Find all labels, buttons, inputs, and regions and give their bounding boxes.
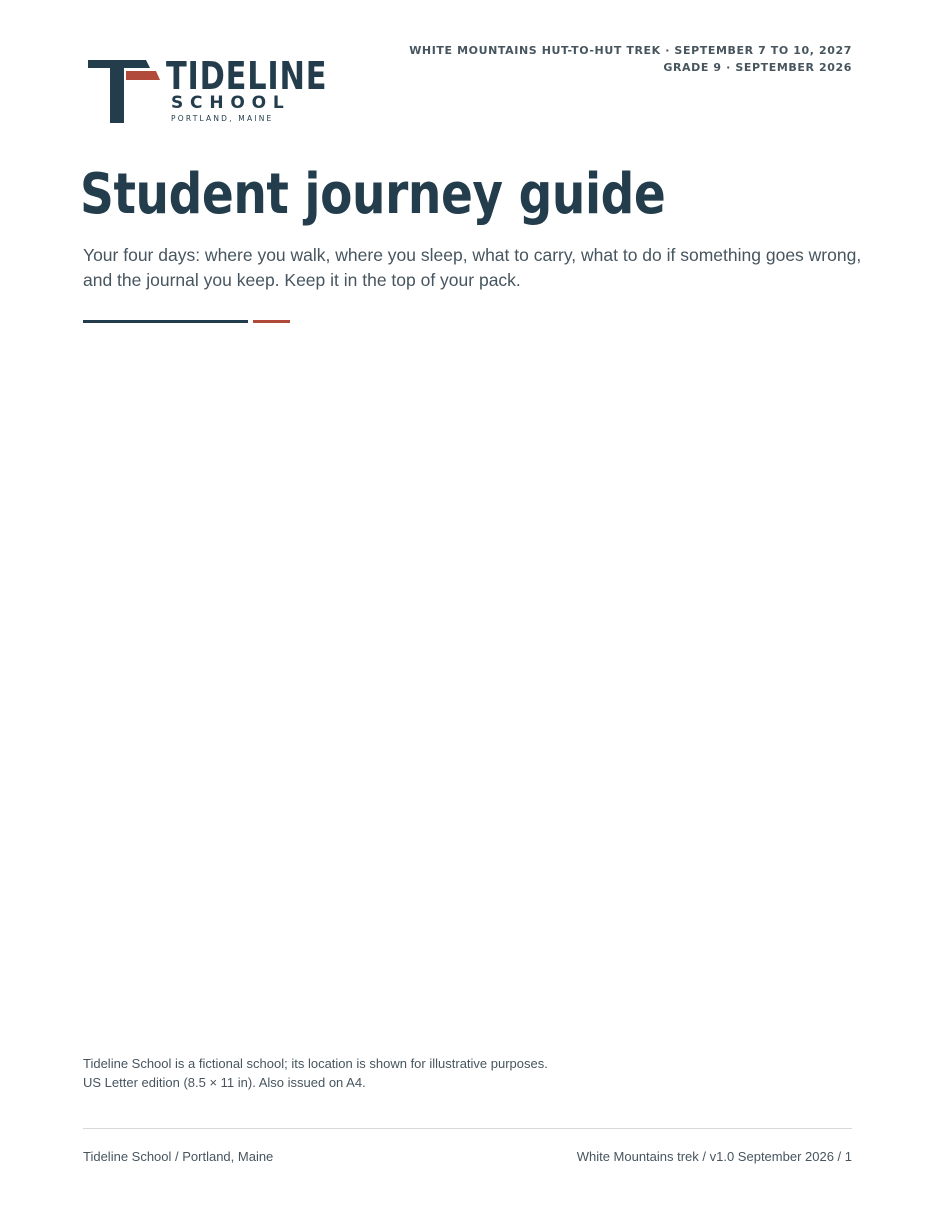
edition-line: GRADE 9 · SEPTEMBER 2026	[663, 61, 852, 74]
logo-location: PORTLAND, MAINE	[171, 114, 274, 123]
note-fictional: Tideline School is a fictional school; its location is shown for illustrative purposes.	[83, 1056, 548, 1071]
footer-left: Tideline School / Portland, Maine	[83, 1149, 274, 1164]
footer-right: White Mountains trek / v1.0 September 2026 / 1	[576, 1149, 852, 1164]
note-edition: US Letter edition (8.5 × 11 in). Also issued on A4.	[83, 1075, 366, 1090]
logo-name: TIDELINE	[166, 54, 328, 98]
footer-divider	[83, 1128, 852, 1129]
trip-line: WHITE MOUNTAINS HUT-TO-HUT TREK · SEPTEMBER 7 TO 10, 2027	[409, 44, 852, 57]
title-rule-dark	[83, 320, 248, 323]
logo-t-mark-icon	[86, 58, 162, 124]
logo-wordmark	[166, 54, 368, 123]
edition-notes	[83, 1054, 548, 1092]
lede-paragraph: Your four days: where you walk, where you sleep, what to carry, what to do if something goes wrong, and the journal you keep. Keep it in the top of your pack.	[83, 245, 862, 290]
school-logo	[86, 54, 328, 128]
logo-sub: SCHOOL	[171, 93, 291, 113]
header-meta	[409, 42, 852, 76]
page-title: Student journey guide	[80, 162, 666, 227]
title-rule-accent	[253, 320, 290, 323]
